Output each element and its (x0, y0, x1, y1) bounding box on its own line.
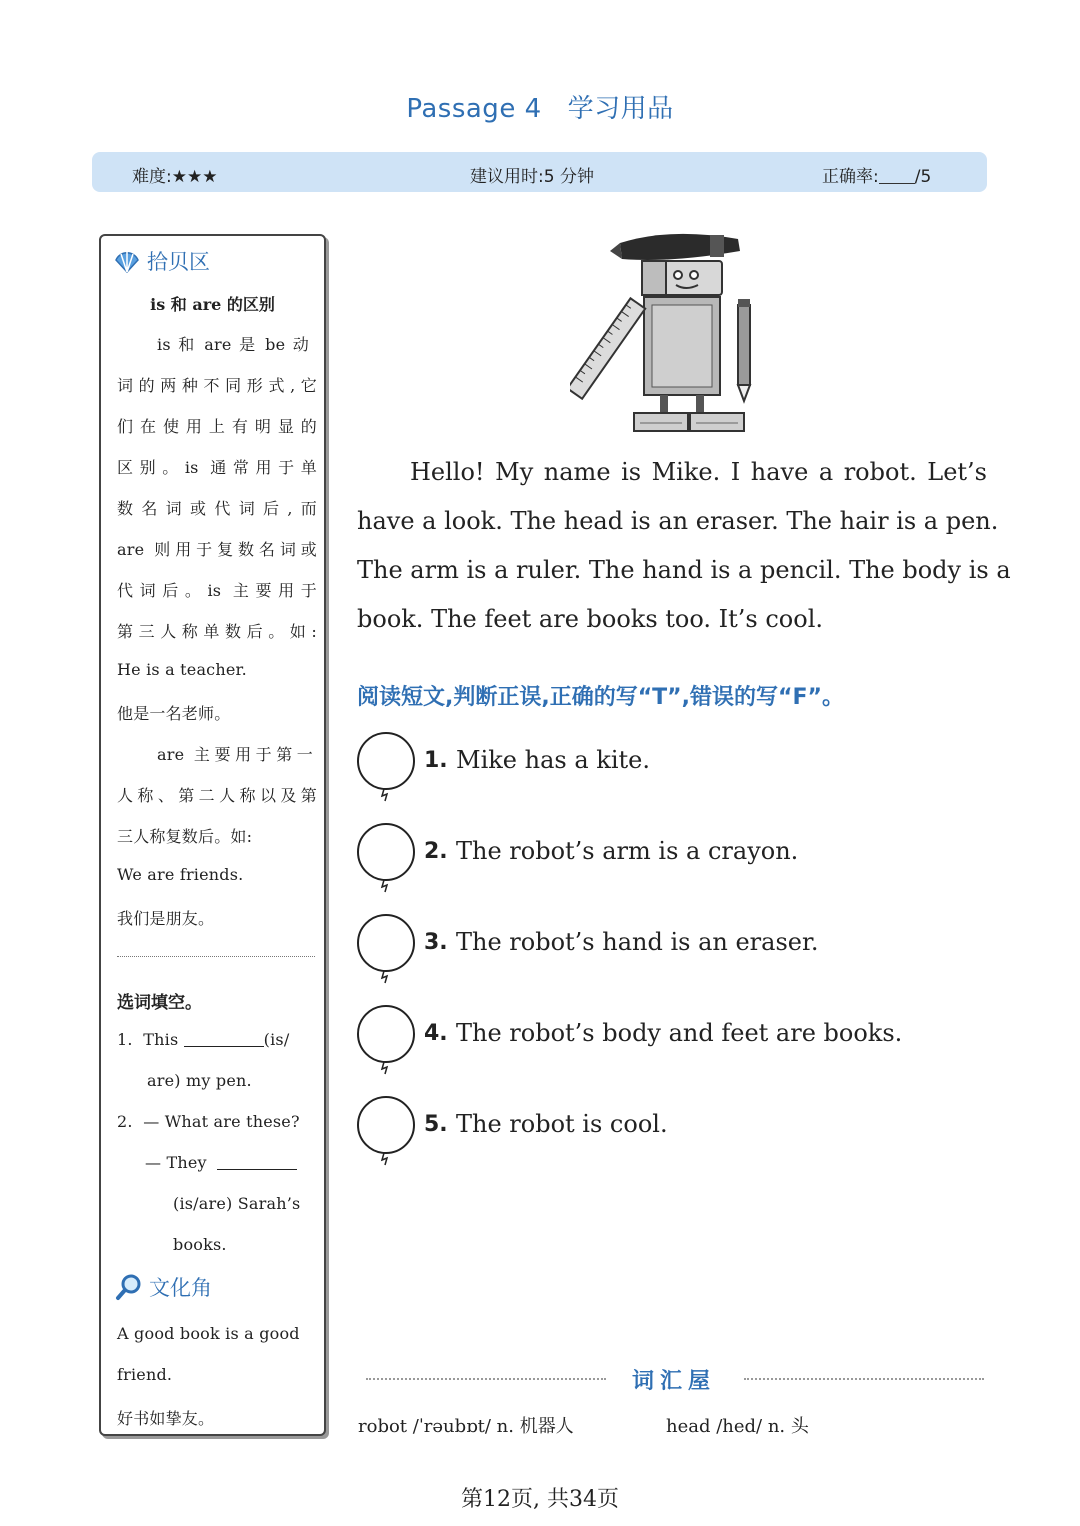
vocab-divider-left (366, 1378, 606, 1380)
eraser-head (642, 261, 722, 295)
exercise-2-line2 (145, 1153, 345, 1172)
culture-line: A good book is a good (117, 1324, 300, 1343)
sidebar-line: 词的两种不同形式,它 (117, 376, 317, 395)
question-text: The robot’s body and feet are books. (456, 1019, 903, 1047)
question-number: 4. (424, 1021, 448, 1046)
culture-line: 好书如挚友。 (117, 1409, 215, 1428)
exercise-text: (is/ (263, 1030, 290, 1049)
sidebar-line: 人称、第二人称以及第 (117, 786, 317, 805)
accuracy-label (822, 162, 931, 187)
robot-illustration (570, 225, 770, 440)
question-number: 3. (424, 930, 448, 955)
sidebar-line: 们在使用上有明显的 (117, 417, 317, 436)
sidebar-subheading: is 和 are 的区别 (150, 295, 275, 314)
answer-bubble[interactable] (356, 730, 418, 802)
exercise-number: 1. (117, 1030, 133, 1049)
exercise-1-line2: are) my pen. (147, 1071, 252, 1090)
robot-leg (660, 395, 668, 413)
robot-leg (696, 395, 704, 413)
sidebar-line: are 主要用于第一 (157, 745, 313, 764)
exercise-2-line3: (is/are) Sarah’s (173, 1194, 301, 1213)
sidebar-heading-text: 文化角 (149, 1276, 212, 1300)
sidebar-heading-shells (113, 246, 210, 276)
sidebar-line: We are friends. (117, 865, 244, 884)
accuracy-text: 正确率: (822, 167, 879, 187)
answer-bubble[interactable] (356, 1094, 418, 1166)
sidebar-heading-culture (115, 1272, 212, 1302)
exercise-2-line4: books. (173, 1235, 227, 1254)
sidebar-line: 区别。is 通常用于单 (117, 458, 317, 477)
time-label: 建议用时:5 分钟 (470, 167, 594, 187)
ruler-arm (570, 298, 645, 398)
answer-bubble[interactable] (356, 1003, 418, 1075)
question-text: The robot is cool. (456, 1110, 668, 1138)
sidebar-line: 我们是朋友。 (117, 909, 215, 928)
accuracy-blank[interactable] (879, 168, 915, 184)
exercise-text: — What are these? (143, 1112, 300, 1131)
exercise-1-line1 (117, 1030, 317, 1049)
sidebar-line: 他是一名老师。 (117, 704, 231, 723)
magnifier-icon (115, 1273, 143, 1301)
question-text: The robot’s arm is a crayon. (456, 837, 799, 865)
pen-hair (610, 234, 740, 260)
passage-line: book. The feet are books too. It’s cool. (357, 605, 824, 633)
sidebar-heading-text: 拾贝区 (147, 250, 210, 274)
info-bar (92, 152, 987, 192)
vocab-item: robot /ˈrəubɒt/ n. 机器人 (358, 1416, 574, 1437)
page-title (0, 88, 1080, 125)
sidebar-box (99, 234, 326, 1436)
passage-line: Hello! My name is Mike. I have a robot. Let’s (410, 458, 987, 486)
page-footer: 第12页, 共34页 (461, 1487, 619, 1512)
sidebar-line: are 则用于复数名词或 (117, 540, 317, 559)
difficulty-label: 难度:★★★ (132, 167, 218, 187)
sidebar-line: He is a teacher. (117, 660, 247, 679)
book-feet (634, 413, 744, 431)
culture-line: friend. (117, 1365, 173, 1384)
question-number: 5. (424, 1112, 448, 1137)
book-body (644, 297, 720, 395)
question-text: Mike has a kite. (456, 746, 650, 774)
sidebar-line: 第三人称单数后。如: (117, 622, 317, 641)
accuracy-total: /5 (914, 167, 932, 187)
exercise-title: 选词填空。 (117, 993, 202, 1013)
topic-label: 学习用品 (567, 94, 674, 124)
passage-line: The arm is a ruler. The hand is a pencil. The body is a (357, 556, 1011, 584)
sidebar-line: 代词后。is 主要用于 (117, 581, 317, 600)
passage-label: Passage 4 (406, 94, 542, 124)
exercise-text: — They (145, 1153, 207, 1172)
answer-bubble[interactable] (356, 821, 418, 893)
question-text: The robot’s hand is an eraser. (456, 928, 819, 956)
sidebar-line: 三人称复数后。如: (117, 827, 253, 846)
question-number: 1. (424, 748, 448, 773)
pencil-hand (738, 299, 750, 401)
instruction-text: 阅读短文,判断正误,正确的写“T”,错误的写“F”。 (357, 685, 844, 710)
exercise-text: This (143, 1030, 179, 1049)
answer-bubble[interactable] (356, 912, 418, 984)
vocab-item: head /hed/ n. 头 (666, 1416, 809, 1437)
question-number: 2. (424, 839, 448, 864)
exercise-2-blank[interactable] (217, 1156, 297, 1170)
exercise-1-blank[interactable] (184, 1033, 264, 1047)
vocab-title: 词汇屋 (632, 1369, 717, 1394)
passage-line: have a look. The head is an eraser. The hair is a pen. (357, 507, 999, 535)
vocab-divider-right (744, 1378, 984, 1380)
sidebar-divider (117, 956, 315, 957)
sidebar-line: 数名词或代词后,而 (117, 499, 317, 518)
exercise-number: 2. (117, 1112, 133, 1131)
sidebar-line: is 和 are 是 be 动 (157, 335, 309, 354)
shell-icon (113, 248, 141, 274)
exercise-2-line1 (117, 1112, 317, 1131)
